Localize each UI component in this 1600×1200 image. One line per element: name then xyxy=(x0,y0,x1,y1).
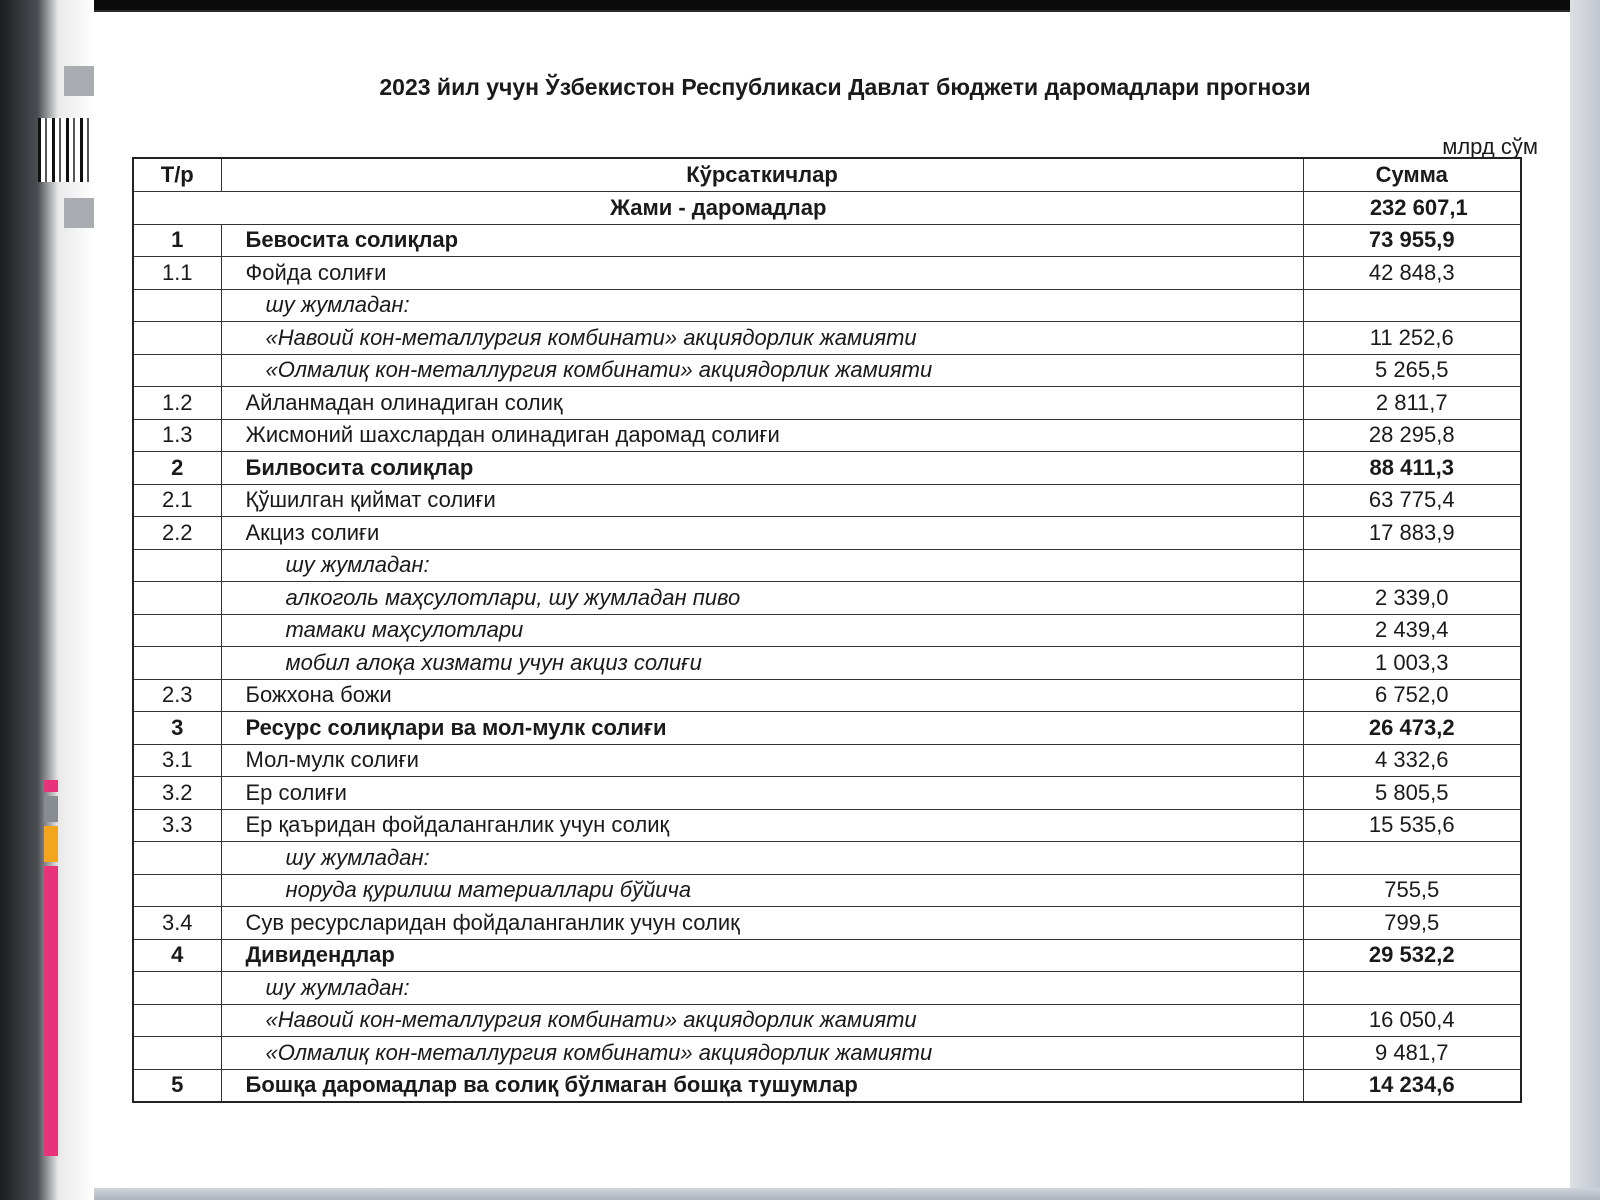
decorative-block xyxy=(64,198,94,228)
right-background-panel xyxy=(1570,0,1600,1200)
row-number: 5 xyxy=(133,1069,221,1102)
row-number: 3.2 xyxy=(133,777,221,810)
row-label: алкоголь маҳсулотлари, шу жумладан пиво xyxy=(221,582,1303,615)
row-number: 2.2 xyxy=(133,517,221,550)
table-row xyxy=(133,1004,1521,1037)
row-number: 1.2 xyxy=(133,387,221,420)
row-amount: 63 775,4 xyxy=(1303,484,1521,517)
row-number: 3 xyxy=(133,712,221,745)
row-label: Бошқа даромадлар ва солиқ бўлмаган бошқа тушумлар xyxy=(221,1069,1303,1102)
row-number: 3.1 xyxy=(133,744,221,777)
row-amount: 17 883,9 xyxy=(1303,517,1521,550)
table-row xyxy=(133,809,1521,842)
table-row xyxy=(133,647,1521,680)
row-label: шу жумладан: xyxy=(221,549,1303,582)
unit-label: млрд сўм xyxy=(1442,134,1538,159)
header-indicators: Кўрсаткичлар xyxy=(221,158,1303,192)
row-number xyxy=(133,1037,221,1070)
row-number xyxy=(133,972,221,1005)
table-row xyxy=(133,257,1521,290)
decorative-block xyxy=(64,66,94,96)
table-row xyxy=(133,777,1521,810)
row-label: «Навоий кон-металлургия комбинати» акциядорлик жамияти xyxy=(221,322,1303,355)
row-label: Ер қаъридан фойдаланганлик учун солиқ xyxy=(221,809,1303,842)
table-row xyxy=(133,679,1521,712)
row-label: «Навоий кон-металлургия комбинати» акциядорлик жамияти xyxy=(221,1004,1303,1037)
row-amount: 2 439,4 xyxy=(1303,614,1521,647)
row-label: норуда қурилиш материаллари бўйича xyxy=(221,874,1303,907)
row-label: Мол-мулк солиғи xyxy=(221,744,1303,777)
row-amount xyxy=(1303,842,1521,875)
row-label: «Олмалиқ кон-металлургия комбинати» акциядорлик жамияти xyxy=(221,354,1303,387)
row-amount: 5 805,5 xyxy=(1303,777,1521,810)
table-row xyxy=(133,939,1521,972)
row-amount: 11 252,6 xyxy=(1303,322,1521,355)
table-row xyxy=(133,354,1521,387)
row-amount: 4 332,6 xyxy=(1303,744,1521,777)
row-label: Билвосита солиқлар xyxy=(221,452,1303,485)
row-label: Қўшилган қиймат солиғи xyxy=(221,484,1303,517)
row-label: «Олмалиқ кон-металлургия комбинати» акциядорлик жамияти xyxy=(221,1037,1303,1070)
row-number xyxy=(133,322,221,355)
total-row xyxy=(133,192,1521,225)
row-number xyxy=(133,874,221,907)
accent-bar-grey xyxy=(44,796,58,822)
row-amount: 2 811,7 xyxy=(1303,387,1521,420)
row-amount: 1 003,3 xyxy=(1303,647,1521,680)
table-row xyxy=(133,614,1521,647)
row-amount: 799,5 xyxy=(1303,907,1521,940)
bottom-edge xyxy=(94,1188,1600,1200)
row-number: 1.1 xyxy=(133,257,221,290)
table-row xyxy=(133,484,1521,517)
row-label: мобил алоқа хизмати учун акциз солиғи xyxy=(221,647,1303,680)
row-number: 1 xyxy=(133,224,221,257)
accent-bar-pink-small xyxy=(44,780,58,792)
row-amount: 28 295,8 xyxy=(1303,419,1521,452)
row-number: 1.3 xyxy=(133,419,221,452)
row-label: шу жумладан: xyxy=(221,289,1303,322)
table-row xyxy=(133,322,1521,355)
row-label: Акциз солиғи xyxy=(221,517,1303,550)
accent-bar-pink xyxy=(44,866,58,1156)
row-amount: 29 532,2 xyxy=(1303,939,1521,972)
header-amount: Сумма xyxy=(1303,158,1521,192)
table-header-row xyxy=(133,158,1521,192)
row-amount xyxy=(1303,972,1521,1005)
budget-revenue-table xyxy=(132,157,1522,1103)
row-number xyxy=(133,354,221,387)
row-label: Ер солиғи xyxy=(221,777,1303,810)
top-edge xyxy=(0,0,1600,10)
row-label: шу жумладан: xyxy=(221,842,1303,875)
row-amount: 16 050,4 xyxy=(1303,1004,1521,1037)
row-label: Жисмоний шахслардан олинадиган даромад солиғи xyxy=(221,419,1303,452)
row-amount: 15 535,6 xyxy=(1303,809,1521,842)
row-label: Бевосита солиқлар xyxy=(221,224,1303,257)
row-label: Дивидендлар xyxy=(221,939,1303,972)
row-number xyxy=(133,289,221,322)
table-row xyxy=(133,1037,1521,1070)
total-label: Жами - даромадлар xyxy=(133,192,1303,225)
row-label: тамаки маҳсулотлари xyxy=(221,614,1303,647)
row-label: Айланмадан олинадиган солиқ xyxy=(221,387,1303,420)
page-title: 2023 йил учун Ўзбекистон Республикаси Давлат бюджети даромадлари прогнози xyxy=(379,74,1311,100)
row-number: 2 xyxy=(133,452,221,485)
row-label: Сув ресурсларидан фойдаланганлик учун солиқ xyxy=(221,907,1303,940)
accent-bar-orange xyxy=(44,826,58,862)
row-label: Фойда солиғи xyxy=(221,257,1303,290)
table-row xyxy=(133,1069,1521,1102)
decorative-barcode xyxy=(38,118,92,182)
row-number: 2.3 xyxy=(133,679,221,712)
row-amount: 755,5 xyxy=(1303,874,1521,907)
table-row xyxy=(133,744,1521,777)
row-number: 3.3 xyxy=(133,809,221,842)
row-amount: 2 339,0 xyxy=(1303,582,1521,615)
table-row xyxy=(133,419,1521,452)
table-row xyxy=(133,842,1521,875)
table-row xyxy=(133,289,1521,322)
table-row xyxy=(133,972,1521,1005)
row-number: 3.4 xyxy=(133,907,221,940)
row-amount: 14 234,6 xyxy=(1303,1069,1521,1102)
table-row xyxy=(133,224,1521,257)
row-number: 4 xyxy=(133,939,221,972)
row-amount: 88 411,3 xyxy=(1303,452,1521,485)
table-row xyxy=(133,387,1521,420)
table-row xyxy=(133,582,1521,615)
row-number xyxy=(133,1004,221,1037)
table-row xyxy=(133,517,1521,550)
table-row xyxy=(133,452,1521,485)
table-row xyxy=(133,907,1521,940)
row-number xyxy=(133,582,221,615)
row-amount xyxy=(1303,549,1521,582)
row-amount: 26 473,2 xyxy=(1303,712,1521,745)
row-label: Ресурс солиқлари ва мол-мулк солиғи xyxy=(221,712,1303,745)
row-label: Божхона божи xyxy=(221,679,1303,712)
row-number xyxy=(133,614,221,647)
row-label: шу жумладан: xyxy=(221,972,1303,1005)
table-row xyxy=(133,712,1521,745)
table-row xyxy=(133,874,1521,907)
row-number xyxy=(133,842,221,875)
row-amount: 6 752,0 xyxy=(1303,679,1521,712)
total-amount: 232 607,1 xyxy=(1303,192,1521,225)
row-number: 2.1 xyxy=(133,484,221,517)
row-number xyxy=(133,549,221,582)
row-amount: 42 848,3 xyxy=(1303,257,1521,290)
row-amount: 9 481,7 xyxy=(1303,1037,1521,1070)
row-amount: 5 265,5 xyxy=(1303,354,1521,387)
row-number xyxy=(133,647,221,680)
row-amount: 73 955,9 xyxy=(1303,224,1521,257)
header-number: Т/р xyxy=(133,158,221,192)
document-sheet xyxy=(94,12,1570,1188)
row-amount xyxy=(1303,289,1521,322)
table-row xyxy=(133,549,1521,582)
